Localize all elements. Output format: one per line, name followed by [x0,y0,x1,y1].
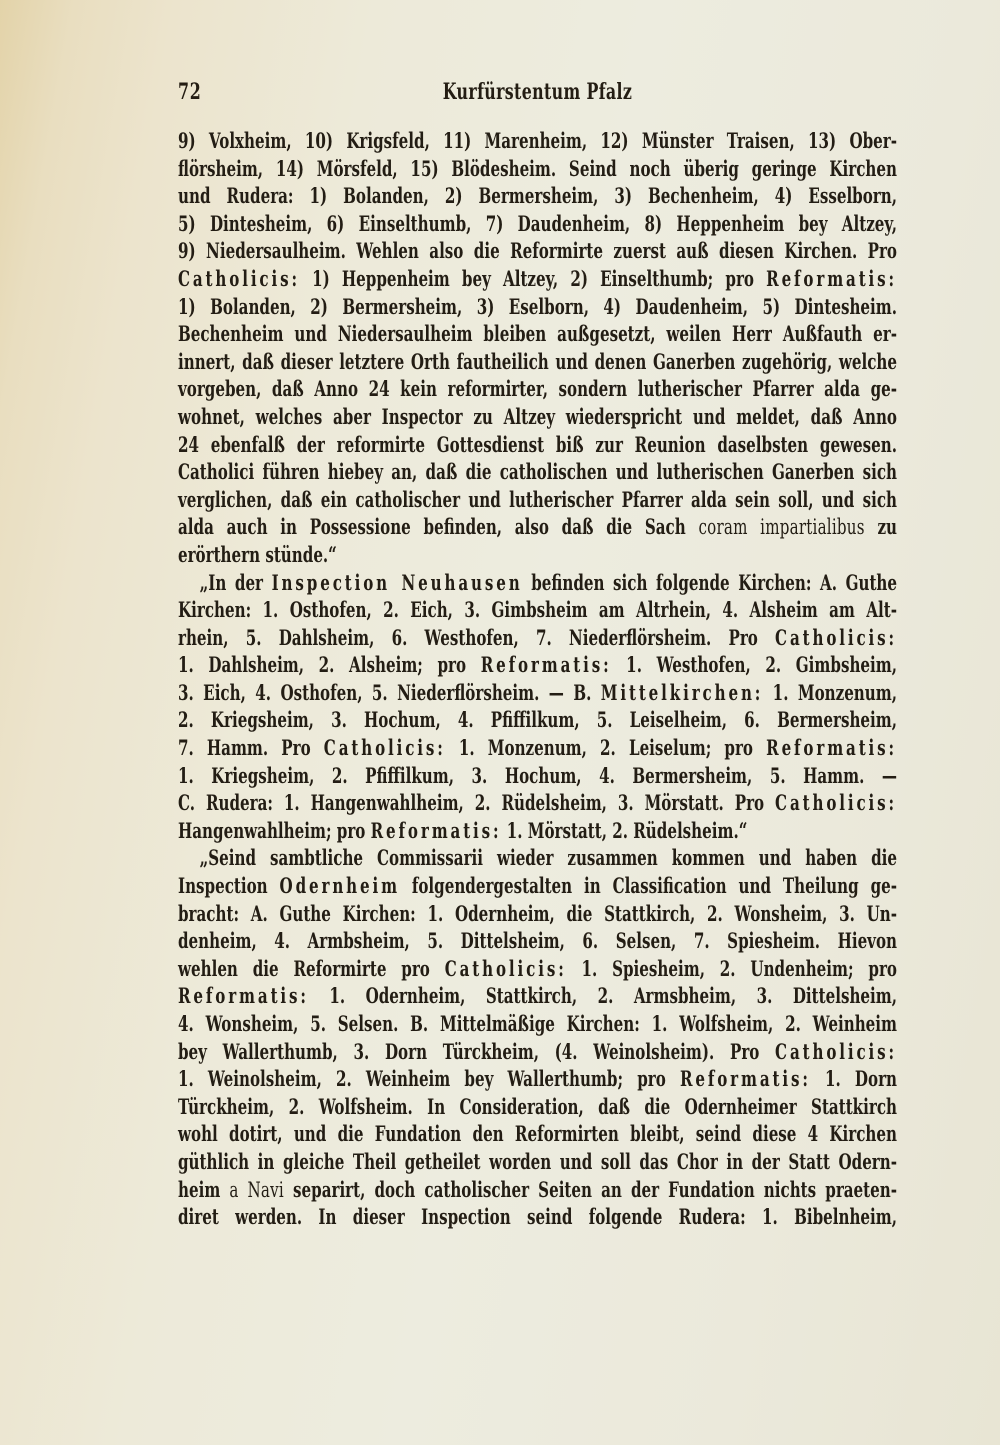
body-text: 2. Kriegsheim, 3. Hochum, 4. Pfiffilkum, 5. Leiselheim, 6. Bermersheim, [178,707,897,733]
text-line [178,651,897,679]
body-text: 4. Wonsheim, 5. Selsen. B. Mittelmäßige Kirchen: 1. Wolfsheim, 2. Weinheim [178,1011,897,1036]
body-text: folgendergestalten in Classification und Theilung ge- [399,873,897,899]
emphasized-word: Reformatis: [679,1066,811,1092]
body-text: alda auch in Possessione befinden, also daß die Sach [178,514,699,540]
body-text: rhein, 5. Dahlsheim, 6. Westhofen, 7. Niederflörsheim. Pro [178,624,776,650]
emphasized-word: Inspection Neuhausen [271,569,523,595]
body-text: 24 ebenfalß der reformirte Gottesdienst biß zur Reunion daselbsten gewesen. [178,431,897,457]
text-line [178,817,897,845]
text-line [178,569,897,597]
text-line [178,1065,897,1093]
text-line [178,1038,897,1066]
text-line [178,844,897,872]
body-text: heim [178,1176,230,1202]
emphasized-word: Catholicis: [444,955,567,981]
body-text: 7. Hamm. Pro [178,735,324,761]
body-text: denheim, 4. Armbsheim, 5. Dittelsheim, 6. Selsen, 7. Spiesheim. Hievon [178,928,897,954]
text-line [178,596,897,624]
body-text: bey Wallerthumb, 3. Dorn Türckheim, (4. Weinolsheim). Pro [178,1038,776,1064]
text-line [178,403,897,431]
emphasized-word: Catholicis: [178,265,300,291]
emphasized-word: Mittelkirchen: [600,679,764,705]
body-text: verglichen, daß ein catholischer und lutherischer Pfarrer alda sein soll, und sich [178,486,897,512]
emphasized-word: Odernheim [279,873,400,899]
body-text: 9) Volxheim, 10) Krigsfeld, 11) Marenheim, 12) Münster Traisen, 13) Ober- [178,128,897,153]
text-line [178,679,897,707]
body-text: vorgeben, daß Anno 24 kein reformirter, sondern lutherischer Pfarrer alda ge- [178,376,897,402]
text-block [178,127,897,1231]
emphasized-word: Reformatis: [766,265,897,291]
latin-phrase: a Navi [229,1177,284,1202]
text-line [178,155,897,183]
body-text: güthlich in gleiche Theil getheilet worden und soll das Chor in der Statt Odern- [178,1148,897,1174]
text-line [178,182,897,210]
text-line [178,982,897,1010]
body-text: wohl dotirt, und die Fundation den Reformirten bleibt, seind diese 4 Kirchen [178,1121,897,1147]
text-line [178,872,897,900]
body-text: wehlen die Reformirte pro [178,955,445,981]
body-text: innert, daß dieser letztere Orth fautheilich und denen Ganerben zugehörig, welche [178,348,897,374]
body-text: 1. Mörstatt, 2. Rüdelsheim.“ [501,817,748,843]
text-line [178,762,897,790]
text-line [178,1010,897,1038]
text-line [178,624,897,652]
body-text: 1. Dahlsheim, 2. Alsheim; pro [178,652,481,678]
text-line [178,210,897,238]
text-line [178,320,897,348]
text-line [178,706,897,734]
body-text: 1. Kriegsheim, 2. Pfiffilkum, 3. Hochum, 4. Bermersheim, 5. Hamm. — [178,762,897,788]
text-line [178,734,897,762]
body-text: 5) Dintesheim, 6) Einselthumb, 7) Daudenheim, 8) Heppenheim bey Altzey, [178,210,897,236]
text-line [178,237,897,265]
text-line [178,927,897,955]
body-text: zu [864,514,897,540]
body-text: 1. Weinolsheim, 2. Weinheim bey Wallerthumb; pro [178,1066,680,1092]
body-text: separirt, doch catholischer Seiten an der Fundation nichts praeten- [283,1176,897,1202]
body-text: 1. Monzenum, [763,679,897,705]
emphasized-word: Reformatis: [178,983,309,1009]
text-line [178,375,897,403]
emphasized-word: Catholicis: [775,1038,897,1064]
body-text: 1) Heppenheim bey Altzey, 2) Einselthumb; pro [299,265,767,291]
latin-phrase: coram impartialibus [698,515,865,540]
text-line [178,348,897,376]
body-text: 1. Dorn [810,1066,897,1092]
body-text: Catholici führen hiebey an, daß die catholischen und lutherischen Ganerben sich [178,459,897,485]
text-line [178,458,897,486]
text-line [178,1148,897,1176]
body-text: 1. Spiesheim, 2. Undenheim; pro [566,955,897,981]
emphasized-word: Reformatis: [766,735,897,761]
emphasized-word: Reformatis: [480,652,612,678]
body-text: Kirchen: 1. Osthofen, 2. Eich, 3. Gimbsheim am Altrhein, 4. Alsheim am Alt- [178,597,897,623]
body-text: C. Rudera: 1. Hangenwahlheim, 2. Rüdelsheim, 3. Mörstatt. Pro [178,790,776,816]
body-text: und Rudera: 1) Bolanden, 2) Bermersheim, 3) Bechenheim, 4) Esselborn, [178,183,897,209]
body-text: 9) Niedersaulheim. Wehlen also die Reformirte zuerst auß diesen Kirchen. Pro [178,238,897,264]
body-text: „In der [199,569,272,595]
body-text: erörthern stünde.“ [178,541,337,567]
text-line [178,293,897,321]
text-line [178,789,897,817]
body-text: befinden sich folgende Kirchen: A. Guthe [522,569,897,595]
running-title: Kurfürstentum Pfalz [442,79,633,105]
text-line [178,1203,897,1231]
body-text: flörsheim, 14) Mörsfeld, 15) Blödesheim. Seind noch überig geringe Kirchen [178,155,897,181]
text-line [178,513,897,541]
emphasized-word: Catholicis: [775,624,897,650]
body-text: 1) Bolanden, 2) Bermersheim, 3) Eselborn, 4) Daudenheim, 5) Dintesheim. [178,293,897,319]
page-number: 72 [178,79,202,105]
emphasized-word: Catholicis: [775,790,897,816]
body-text: diret werden. In dieser Inspection seind folgende Rudera: 1. Bibelnheim, [178,1204,897,1230]
body-text: bracht: A. Guthe Kirchen: 1. Odernheim, die Stattkirch, 2. Wonsheim, 3. Un- [178,900,897,926]
text-line [178,1176,897,1204]
text-line [178,127,897,155]
body-text: Türckheim, 2. Wolfsheim. In Consideration, daß die Odernheimer Stattkirch [178,1093,897,1119]
body-text: Inspection [178,873,280,899]
text-line [178,486,897,514]
emphasized-word: Catholicis: [323,735,446,761]
body-text: 1. Westhofen, 2. Gimbsheim, [611,652,897,678]
text-line [178,955,897,983]
body-text: 3. Eich, 4. Osthofen, 5. Niederflörsheim. — B. [178,679,601,705]
body-text: 1. Odernheim, Stattkirch, 2. Armsbheim, 3. Dittelsheim, [308,983,897,1009]
body-text: „Seind sambtliche Commissarii wieder zusammen kommen und haben die [199,845,897,871]
body-text: 1. Monzenum, 2. Leiselum; pro [445,735,767,761]
text-line [178,1120,897,1148]
page-header [178,79,897,109]
body-text: wohnet, welches aber Inspector zu Altzey wiederspricht und meldet, daß Anno [178,403,897,429]
text-line [178,541,897,569]
text-line [178,265,897,293]
body-text: Hangenwahlheim; pro [178,817,371,843]
text-line [178,431,897,459]
text-line [178,1093,897,1121]
body-text: Bechenheim und Niedersaulheim bleiben außgesetzt, weilen Herr Außfauth er- [178,321,897,347]
text-line [178,900,897,928]
emphasized-word: Reformatis: [370,817,502,843]
